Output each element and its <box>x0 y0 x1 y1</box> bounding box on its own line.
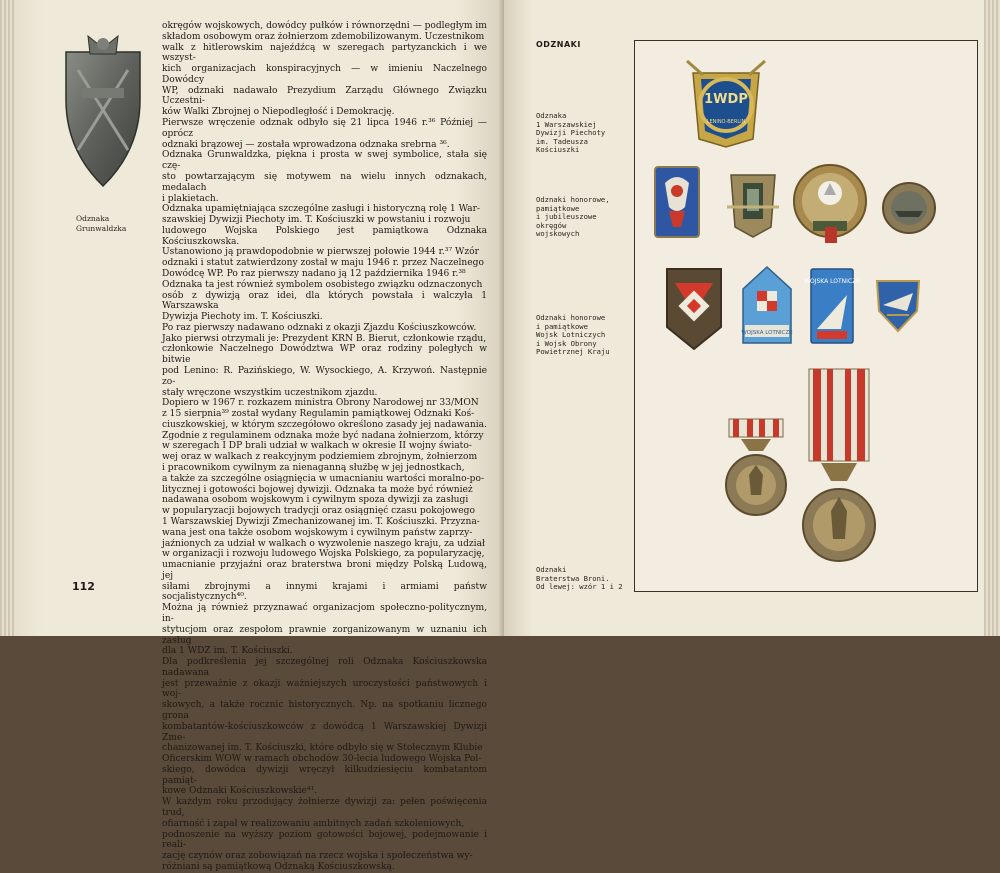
text-line: skowych, a także rocznic historycznych. Np. na spotkaniu licznego grona <box>162 700 487 721</box>
text-line: litycznej i gotowości bojowej dywizji. Odznaka ta może być również <box>162 484 473 495</box>
page-number: 112 <box>72 580 95 593</box>
section-title: ODZNAKI <box>536 40 581 49</box>
text-line: Dopiero w 1967 r. rozkazem ministra Obrony Narodowej nr 33/MON <box>162 398 479 409</box>
caption-line: i Wojsk Obrony <box>536 338 597 348</box>
text-line: umacnianie przyjaźni oraz braterstwa broni między Polską Ludową, jej <box>162 560 487 581</box>
text-line: odznaki brązowej — została wprowadzona odznaka srebrna ³⁶. <box>162 139 450 150</box>
air-badge-3-image <box>804 265 860 347</box>
text-line: w organizacji i rozwoju ludowego Wojska Polskiego, za popularyzację, <box>162 549 485 560</box>
text-line: Odznaka ta jest również symbolem osobistego związku odznaczonych <box>162 279 483 290</box>
text-line: stytucjom oraz zespołom prawnie zorganizowanym w uznaniu ich zasług <box>162 624 487 646</box>
text-line: i plakietach. <box>162 193 219 204</box>
caption-line: Braterstwa Broni. <box>536 573 610 583</box>
caption-line: im. Tadeusza <box>536 136 588 146</box>
caption-line: i pamiątkowe <box>536 321 588 331</box>
text-line: okręgów wojskowych, dowódcy pułków i równorzędni — podległym im <box>162 21 487 31</box>
caption-district-badges <box>536 196 631 239</box>
page-edges-left <box>0 0 14 636</box>
district-badge-3-image <box>791 161 869 249</box>
caption-line: Powietrznej Kraju <box>536 347 610 357</box>
caption-brotherhood-badges <box>536 566 636 592</box>
air-badge-2-image <box>739 263 795 351</box>
caption-line: pamiątkowe <box>536 203 580 213</box>
caption-line: wojskowych <box>536 229 580 239</box>
text-line: Oficerskim WOW w ramach obchodów 30-lecia ludowego Wojska Pol- <box>162 754 482 765</box>
caption-line: Odznaka <box>536 111 567 120</box>
text-line: kombatantów-kościuszkowców z dowódcą 1 Warszawskiej Dywizji Zme- <box>162 721 487 743</box>
grunwald-caption <box>76 214 156 234</box>
caption-air-force-badges <box>536 314 636 357</box>
caption-line: Od lewej: wzór 1 i 2 <box>536 582 623 592</box>
caption-line: Wojsk Lotniczych <box>536 330 606 340</box>
badge-plate <box>634 40 978 592</box>
page-edges-right <box>984 0 1000 636</box>
text-line: WP, odznaki nadawało Prezydium Zarządu Głównego Związku Uczestni- <box>162 85 487 107</box>
caption-line: Kościuszki <box>536 145 580 155</box>
text-line: wana jest ona także osobom wojskowym i cywilnym państw zaprzy- <box>162 527 473 538</box>
text-line: Pierwsze wręczenie odznak odbyło się 21 lipca 1946 r.³⁶ Później — oprócz <box>162 118 487 139</box>
text-line: z 15 sierpnia³⁹ został wydany Regulamin pamiątkowej Odznaki Koś- <box>162 409 475 420</box>
text-line: różniani są pamiątkową Odznaką Kościuszkowską. <box>162 861 395 872</box>
text-line: siłami zbrojnymi a innymi krajami i armiami państw socjalistycznych⁴⁰. <box>162 581 487 603</box>
brotherhood-badge-1-image <box>723 415 789 535</box>
text-line: Odznaka Grunwaldzka, piękna i prosta w swej symbolice, stała się czę- <box>162 150 487 172</box>
text-line: ofiarność i zapał w realizowaniu ambitnych zadań szkoleniowych, <box>162 818 465 829</box>
text-line: kowe Odznaki Kościuszkowskie⁴¹. <box>162 786 318 797</box>
text-line: i pracownikom cywilnym za nienaganną służbę w jej jednostkach, <box>162 463 465 474</box>
text-line: Jako pierwsi otrzymali je: Prezydent KRN B. Bierut, członkowie rządu, <box>162 333 487 344</box>
text-line: ludowego Wojska Polskiego jest pamiątkowa Odznaka Kościuszkowska. <box>162 225 487 247</box>
text-line: składom osobowym oraz żołnierzom zdemobilizowanym. Uczestnikom <box>162 31 485 42</box>
caption-line: Odznaka <box>76 214 110 223</box>
text-line: ciuszkowskiej, w którym szczegółowo określono zasady jej nadawania. <box>162 419 487 430</box>
text-line: odznaki i statut zatwierdzony został w maju 1946 r. przez Naczelnego <box>162 258 484 269</box>
district-badge-1-image <box>651 163 703 243</box>
text-line: a także za szczególne osiągnięcia w umacnianiu wartości moralno-po- <box>162 473 485 484</box>
district-badge-2-image <box>723 167 783 243</box>
text-line: Dywizja Piechoty im. T. Kościuszki. <box>162 312 323 323</box>
caption-line: Dywizji Piechoty <box>536 128 606 138</box>
text-line: skiego, dowódca dywizji wręczył kilkudziesięciu kombatantom pamiąt- <box>162 764 487 786</box>
caption-line: Odznaki honorowe, <box>536 195 610 204</box>
text-line: pod Lenino: R. Pazińskiego, W. Wysockiego, A. Krzywoń. Następnie zo- <box>162 366 487 387</box>
text-line: w popularyzacji bojowych tradycji oraz osiągnięć czasu pokojowego <box>162 506 475 517</box>
left-page <box>14 0 504 872</box>
caption-line: Odznaki honorowe <box>536 313 606 322</box>
text-line: zację czynów oraz zobowiązań na rzecz wojska i społeczeństwa wy- <box>162 851 473 862</box>
text-line: sto powtarzającym się motywem na wielu innych odznakach, medalach <box>162 171 487 193</box>
text-line: Można ją również przyznawać organizacjom społeczno-politycznym, in- <box>162 603 487 624</box>
text-line: W każdym roku przodujący żołnierze dywizji za: pełen poświęcenia trud, <box>162 797 487 819</box>
caption-1wdp <box>536 112 631 155</box>
badge-label: WOJSKA LOTNICZE <box>804 278 860 285</box>
text-line: podnoszenie na wyższy poziom gotowości bojowej, podejmowanie i reali- <box>162 829 487 851</box>
air-badge-4-image <box>873 275 923 335</box>
grunwald-badge-image <box>58 30 148 190</box>
caption-line: i jubileuszowe <box>536 212 597 222</box>
text-line: Po raz pierwszy nadawano odznaki z okazji Zjazdu Kościuszkowców. <box>162 322 477 333</box>
caption-line: okręgów <box>536 220 567 230</box>
body-text <box>162 21 487 873</box>
text-line: Ustanowiono ją prawdopodobnie w pierwszej połowie 1944 r.³⁷ Wzór <box>162 247 479 258</box>
badge-label: LENINO-BERLIN <box>706 119 746 125</box>
caption-line: Grunwaldzka <box>76 224 127 233</box>
text-line: stały wręczone wszystkim uczestnikom zjazdu. <box>162 387 378 398</box>
text-line: wej oraz w walkach z reakcyjnym podziemiem zbrojnym, żołnierzom <box>162 452 478 463</box>
text-line: Dla podkreślenia jej szczególnej roli Odznaka Kościuszkowska nadawana <box>162 657 487 678</box>
text-line: walk z hitlerowskim najeźdźcą w szeregach partyzanckich i we wszyst- <box>162 42 487 64</box>
text-line: ków Walki Zbrojnej o Niepodległość i Demokrację. <box>162 107 395 118</box>
caption-line: 1 Warszawskiej <box>536 119 597 129</box>
text-line: szawskiej Dywizji Piechoty im. T. Kościuszki w powstaniu i rozwoju <box>162 215 471 226</box>
caption-line: Odznaki <box>536 565 567 574</box>
text-line: w szeregach I DP brali udział w walkach w okresie II wojny świato- <box>162 441 472 452</box>
text-line: Odznaka upamiętniająca szczególne zasługi i historyczną rolę 1 War- <box>162 204 481 215</box>
text-line: dla 1 WDZ im. T. Kościuszki. <box>162 646 293 657</box>
badge-label: WOJSKA LOTNICZE <box>741 330 793 336</box>
text-line: 1 Warszawskiej Dywizji Zmechanizowanej im. T. Kościuszki. Przyzna- <box>162 516 480 527</box>
text-line: chanizowanej im. T. Kościuszki, które odbyło się w Stołecznym Klubie <box>162 743 483 754</box>
text-line: jest przeważnie z okazji ważniejszych uroczystości państwowych i woj- <box>162 678 487 700</box>
text-line: nadawana osobom wojskowym i cywilnym spoza dywizji za zasługi <box>162 495 469 506</box>
district-badge-4-image <box>881 181 937 235</box>
brotherhood-badge-2-image <box>801 369 877 579</box>
text-line: członkowie Naczelnego Dowództwa WP oraz rodziny poległych w bitwie <box>162 344 487 366</box>
text-line: Dowódcę WP. Po raz pierwszy nadano ją 12 października 1946 r.³⁸ <box>162 268 466 279</box>
text-line: jaźnionych za udział w walkach o wyzwolenie naszego kraju, za udział <box>162 538 485 549</box>
1wdp-badge-image <box>683 53 769 149</box>
text-line: Zgodnie z regulaminem odznaka może być nadana żołnierzom, którzy <box>162 430 484 441</box>
text-line: kich organizacjach konspiracyjnych — w imieniu Naczelnego Dowódcy <box>162 64 487 85</box>
text-line: osób z dywizją oraz idei, dla których powstała i walczyła 1 Warszawska <box>162 290 487 312</box>
badge-label: 1WDP <box>704 92 748 107</box>
air-badge-1-image <box>661 263 727 353</box>
